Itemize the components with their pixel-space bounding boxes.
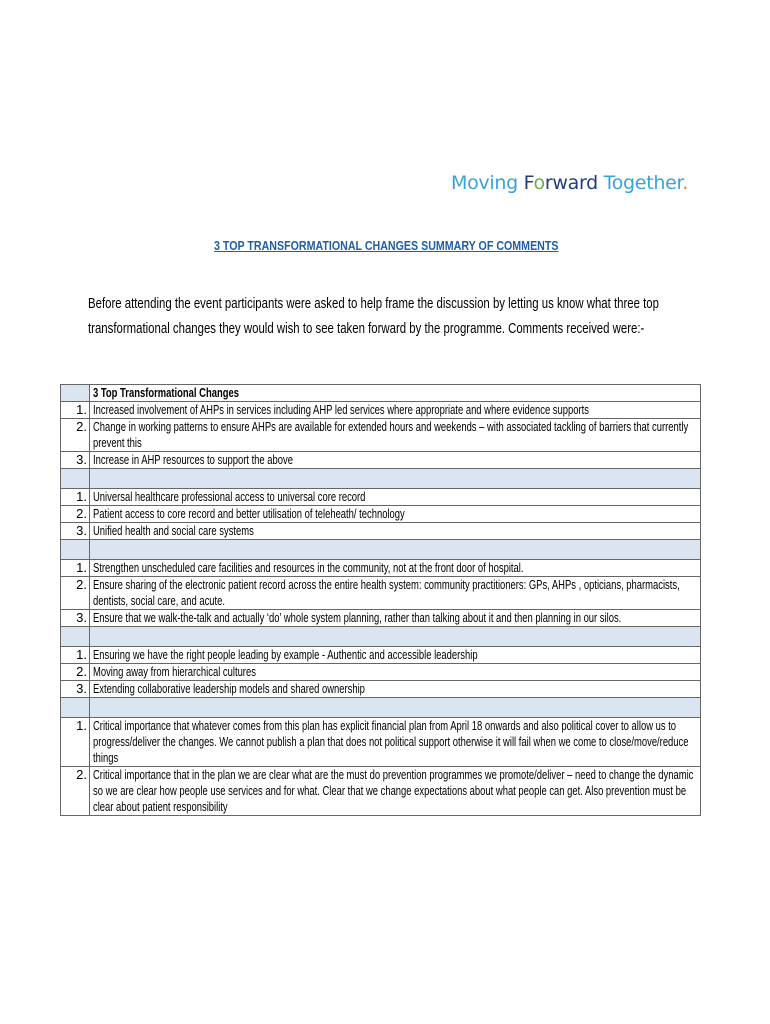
row-number: 1. (61, 560, 90, 577)
row-number: 3. (61, 523, 90, 540)
table-row (61, 767, 701, 816)
row-text: Moving away from hierarchical cultures (93, 664, 256, 679)
logo-letter-r: r (544, 172, 553, 194)
table-header-row (61, 385, 701, 402)
table-row (61, 452, 701, 469)
header-number-cell (61, 385, 90, 402)
separator-cell (90, 540, 701, 560)
row-text-cell (90, 647, 701, 664)
group-separator-row (61, 469, 701, 489)
table-row (61, 523, 701, 540)
row-number: 2. (61, 577, 90, 610)
table-row (61, 506, 701, 523)
table-row (61, 647, 701, 664)
row-text: Ensure sharing of the electronic patient record across the entire health system: community practitioners: GPs, AHPs , opticians, pharmacists, dentists, social care, and acute. (93, 577, 680, 608)
row-text-cell (90, 767, 701, 816)
logo-letter-f: F (523, 172, 534, 194)
row-text-cell (90, 681, 701, 698)
intro-line-1: Before attending the event participants were asked to help frame the discussion by letting us know what three top (88, 295, 659, 312)
row-number: 2. (61, 419, 90, 452)
table-row (61, 419, 701, 452)
row-number: 1. (61, 718, 90, 767)
group-separator-row (61, 627, 701, 647)
logo-word-ward: ward (552, 172, 604, 194)
separator-cell (90, 469, 701, 489)
row-text-cell (90, 506, 701, 523)
header-cell (90, 385, 701, 402)
row-text-cell (90, 664, 701, 681)
row-text-cell (90, 402, 701, 419)
table-header: 3 Top Transformational Changes (93, 385, 239, 400)
moving-forward-together-logo (451, 172, 688, 194)
table-row (61, 664, 701, 681)
row-text: Increase in AHP resources to support the above (93, 452, 293, 467)
logo-dot: . (682, 172, 688, 194)
logo-word-together: Together (603, 172, 683, 194)
table-row (61, 402, 701, 419)
intro-line-2: transformational changes they would wish to see taken forward by the programme. Comments received were:- (88, 320, 645, 337)
row-text: Unified health and social care systems (93, 523, 254, 538)
row-text-cell (90, 489, 701, 506)
group-separator-row (61, 698, 701, 718)
row-text-cell (90, 610, 701, 627)
separator-cell (61, 627, 90, 647)
row-text: Universal healthcare professional access to universal core record (93, 489, 366, 504)
table-row (61, 489, 701, 506)
row-number: 1. (61, 402, 90, 419)
document-title: 3 TOP TRANSFORMATIONAL CHANGES SUMMARY OF COMMENTS (214, 238, 559, 253)
table-row (61, 718, 701, 767)
row-text-cell (90, 577, 701, 610)
row-number: 2. (61, 506, 90, 523)
row-text-cell (90, 523, 701, 540)
separator-cell (61, 469, 90, 489)
row-text: Ensuring we have the right people leading by example - Authentic and accessible leadership (93, 647, 478, 662)
separator-cell (61, 698, 90, 718)
separator-cell (61, 540, 90, 560)
table-row (61, 577, 701, 610)
changes-table (60, 384, 701, 816)
intro-paragraph (88, 291, 659, 341)
row-text: Strengthen unscheduled care facilities and resources in the community, not at the front door of hospital. (93, 560, 524, 575)
row-text: Critical importance that whatever comes from this plan has explicit financial plan from April 18 onwards and also political cover to allow us to progress/deliver the changes. We cannot publish a plan that does not political support otherwise it will fail when we come to close/move/reduce things (93, 718, 689, 765)
logo-word-moving: Moving (450, 172, 524, 194)
row-text-cell (90, 560, 701, 577)
row-text: Patient access to core record and better utilisation of teleheath/ technology (93, 506, 405, 521)
row-number: 3. (61, 452, 90, 469)
row-text: Ensure that we walk-the-talk and actually ‘do’ whole system planning, rather than talking about it and then planning in our silos. (93, 610, 622, 625)
logo-letter-o: o (533, 172, 545, 194)
table-row (61, 681, 701, 698)
row-number: 2. (61, 767, 90, 816)
group-separator-row (61, 540, 701, 560)
row-number: 2. (61, 664, 90, 681)
row-text: Critical importance that in the plan we are clear what are the must do prevention programmes we promote/deliver – need to change the dynamic so we are clear how people use services and for what. Clear that we change expectations about what people can get. Also prevention must be clear about patient responsibility (93, 767, 694, 814)
row-text-cell (90, 419, 701, 452)
table-row (61, 610, 701, 627)
row-number: 1. (61, 647, 90, 664)
row-text: Increased involvement of AHPs in services including AHP led services where appropriate and where evidence supports (93, 402, 589, 417)
row-text: Change in working patterns to ensure AHPs are available for extended hours and weekends – with associated tackling of barriers that currently prevent this (93, 419, 689, 450)
row-text-cell (90, 452, 701, 469)
row-number: 1. (61, 489, 90, 506)
row-text-cell (90, 718, 701, 767)
row-number: 3. (61, 610, 90, 627)
table-row (61, 560, 701, 577)
separator-cell (90, 698, 701, 718)
row-text: Extending collaborative leadership models and shared ownership (93, 681, 365, 696)
row-number: 3. (61, 681, 90, 698)
separator-cell (90, 627, 701, 647)
